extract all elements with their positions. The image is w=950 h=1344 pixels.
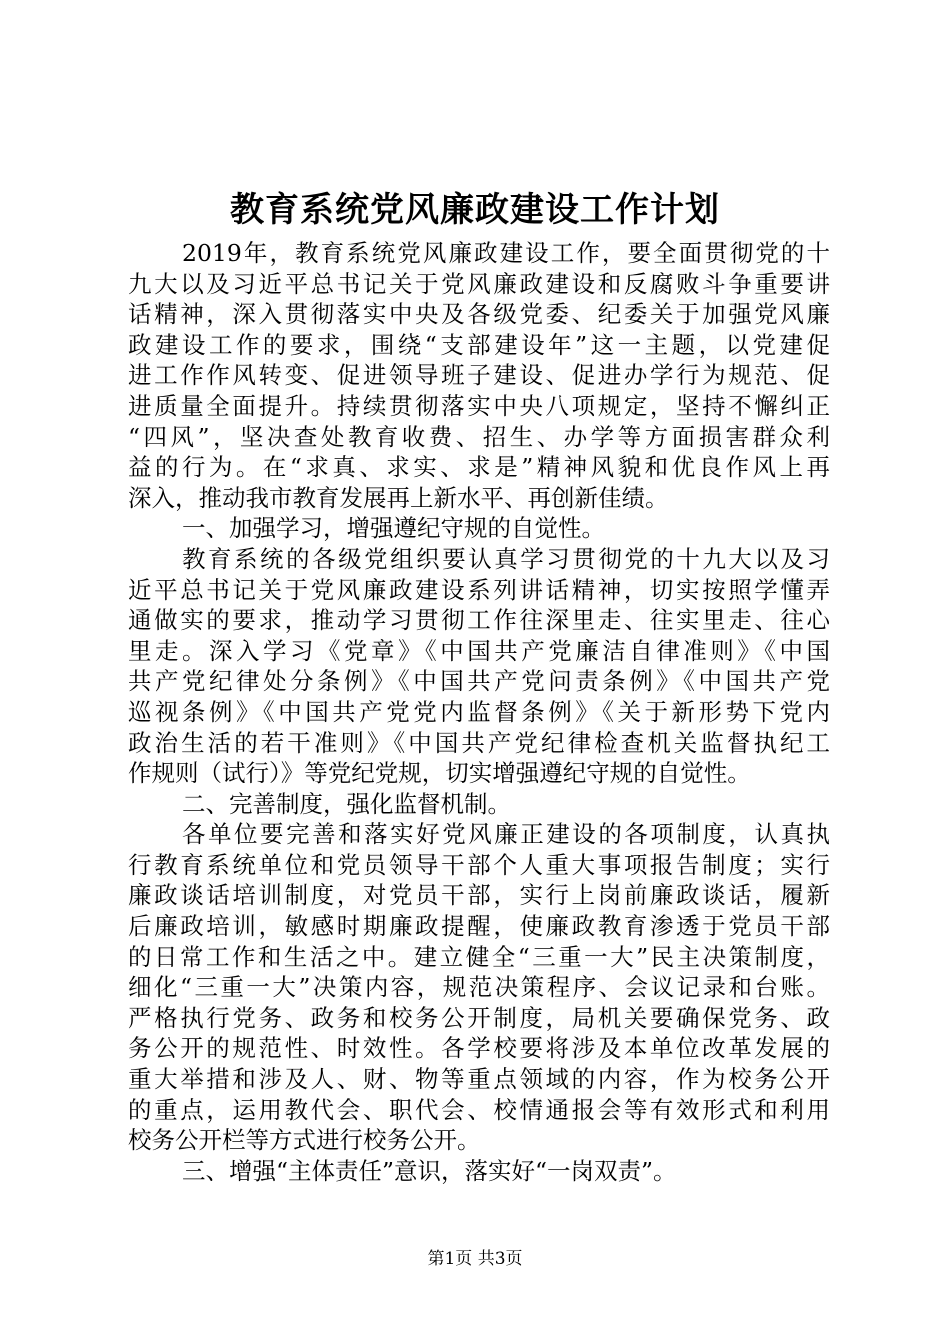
paragraph-line: 政建设工作的要求，围绕“支部建设年”这一主题，以党建促 [128, 330, 830, 359]
paragraph-line: 巡视条例》《中国共产党党内监督条例》《关于新形势下党内 [128, 697, 830, 726]
paragraph-line: 2019年，教育系统党风廉政建设工作，要全面贯彻党的十 [182, 239, 830, 267]
paragraph-line: 的重点，运用教代会、职代会、校情通报会等有效形式和利用 [128, 1095, 830, 1124]
paragraph-line: 校务公开栏等方式进行校务公开。 [128, 1126, 481, 1155]
paragraph-line: “四风”，坚决查处教育收费、招生、办学等方面损害群众利 [128, 422, 830, 451]
paragraph-line: 通做实的要求，推动学习贯彻工作往深里走、往实里走、往心 [128, 606, 830, 635]
section-heading: 三、增强“主体责任”意识，落实好“一岗双责”。 [182, 1156, 677, 1185]
paragraph-line: 教育系统的各级党组织要认真学习贯彻党的十九大以及习 [182, 544, 830, 573]
paragraph-line: 近平总书记关于党风廉政建设系列讲话精神，切实按照学懂弄 [128, 575, 830, 604]
paragraph-line: 严格执行党务、政务和校务公开制度，局机关要确保党务、政 [128, 1003, 830, 1032]
paragraph-line: 各单位要完善和落实好党风廉正建设的各项制度，认真执 [182, 820, 830, 849]
page-footer: 第1页 共3页 [427, 1249, 523, 1269]
paragraph-line: 行教育系统单位和党员领导干部个人重大事项报告制度；实行 [128, 850, 830, 879]
section-heading: 一、加强学习，增强遵纪守规的自觉性。 [182, 514, 605, 543]
paragraph-line: 进工作作风转变、促进领导班子建设、促进办学行为规范、促 [128, 361, 830, 390]
paragraph-line: 益的行为。在“求真、求实、求是”精神风貌和优良作风上再 [128, 453, 830, 482]
paragraph-line: 深入，推动我市教育发展再上新水平、再创新佳绩。 [128, 483, 669, 512]
paragraph-line: 话精神，深入贯彻落实中央及各级党委、纪委关于加强党风廉 [128, 300, 830, 329]
paragraph-line: 务公开的规范性、时效性。各学校要将涉及本单位改革发展的 [128, 1034, 830, 1063]
paragraph-line: 细化“三重一大”决策内容，规范决策程序、会议记录和台账。 [128, 973, 830, 1002]
paragraph-line: 进质量全面提升。持续贯彻落实中央八项规定，坚持不懈纠正 [128, 391, 830, 420]
section-heading: 二、完善制度，强化监督机制。 [182, 789, 511, 818]
document-title: 教育系统党风廉政建设工作计划 [230, 190, 720, 230]
paragraph-line: 共产党纪律处分条例》《中国共产党问责条例》《中国共产党 [128, 667, 830, 696]
paragraph-line: 后廉政培训，敏感时期廉政提醒，使廉政教育渗透于党员干部 [128, 912, 830, 941]
paragraph-line: 作规则（试行）》等党纪党规，切实增强遵纪守规的自觉性。 [128, 759, 751, 788]
paragraph-line: 里走。深入学习《党章》《中国共产党廉洁自律准则》《中国 [128, 636, 830, 665]
paragraph-line: 九大以及习近平总书记关于党风廉政建设和反腐败斗争重要讲 [128, 269, 830, 298]
paragraph-line: 廉政谈话培训制度，对党员干部，实行上岗前廉政谈话，履新 [128, 881, 830, 910]
paragraph-line: 的日常工作和生活之中。建立健全“三重一大”民主决策制度， [128, 942, 830, 971]
paragraph-line: 重大举措和涉及人、财、物等重点领域的内容，作为校务公开 [128, 1065, 830, 1094]
paragraph-line: 政治生活的若干准则》《中国共产党纪律检查机关监督执纪工 [128, 728, 830, 757]
document-body [128, 238, 830, 1186]
